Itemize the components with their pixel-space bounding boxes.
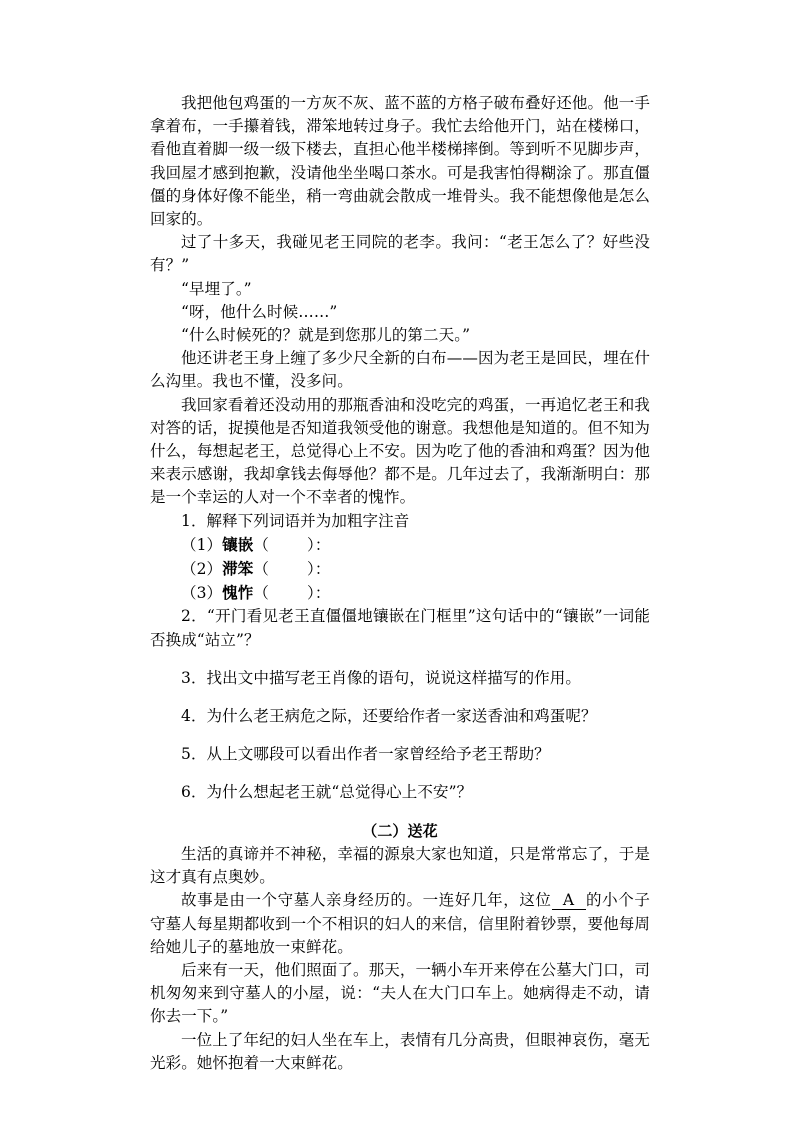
question-6: 6．为什么想起老王就“总觉得心上不安”？: [181, 783, 473, 802]
section-2-paragraph-1: 生活的真谛并不神秘，幸福的源泉大家也知道，只是常常忘了，于是这才真有点奥妙。: [150, 844, 650, 887]
dialogue-line-3: “什么时候死的？就是到您那儿的第二天。”: [181, 326, 471, 345]
section-2-title: （二）送花: [362, 821, 438, 840]
section-2-paragraph-2: 故事是由一个守墓人亲身经历的。一连好几年，这位 A 的小个子守墓人每星期都收到一个不相识的妇人的来信，信里附着钞票，要他每周给她儿子的墓地放一束鲜花。: [150, 891, 650, 956]
question-2: 2．“开门看见老王直僵僵地镶嵌在门框里”这句话中的“镶嵌”一词能否换成“站立”？: [150, 607, 650, 649]
passage1-paragraph-4: 我回家看着还没动用的那瓶香油和没吃完的鸡蛋，一再追忆老王和我对答的话，捉摸他是否知道我领受他的谢意。我想他是知道的。但不知为什么，每想起老王，总觉得心上不安。因为吃了他的香油和鸡蛋？因为他来表示感谢，我却拿钱去侮辱他？都不是。几年过去了，我渐渐明白：那是一个幸运的人对一个不幸者的愧怍。: [150, 395, 650, 507]
passage1-paragraph-2: 过了十多天，我碰见老王同院的老李。我问：“老王怎么了？好些没有？”: [150, 233, 650, 275]
question-3: 3．找出文中描写老王肖像的语句，说说这样描写的作用。: [181, 668, 581, 687]
section-2-paragraph-4: 一位上了年纪的妇人坐在车上，表情有几分高贵，但眼神哀伤，毫无光彩。她怀抱着一大束鲜花。: [150, 1030, 650, 1072]
fill-blank-a[interactable]: A: [552, 892, 586, 910]
dialogue-line-1: “早埋了。”: [181, 279, 252, 298]
question-1-item-3: （3）愧怍（ ）：: [181, 583, 331, 603]
question-1-item-1: （1）镶嵌（ ）：: [181, 534, 331, 554]
question-1-item-2: （2）滞笨（ ）：: [181, 559, 331, 579]
document-page: [150, 92, 650, 1075]
question-5: 5．从上文哪段可以看出作者一家曾经给予老王帮助？: [181, 745, 550, 764]
passage1-paragraph-3: 他还讲老王身上缠了多少尺全新的白布——因为老王是回民，埋在什么沟里。我也不懂，没多问。: [150, 349, 650, 391]
question-1: 1．解释下列词语并为加粗字注音: [181, 511, 410, 530]
passage1-paragraph-1: 我把他包鸡蛋的一方灰不灰、蓝不蓝的方格子破布叠好还他。他一手拿着布，一手攥着钱，滞笨地转过身子。我忙去给他开门，站在楼梯口，看他直着脚一级一级下楼去，直担心他半楼梯摔倒。等到听不见脚步声，我回屋才感到抱歉，没请他坐坐喝口茶水。可是我害怕得糊涂了。那直僵僵的身体好像不能坐，稍一弯曲就会散成一堆骨头。我不能想像他是怎么回家的。: [150, 94, 650, 229]
dialogue-line-2: “呀，他什么时候……”: [181, 302, 338, 321]
section-2-paragraph-3: 后来有一天，他们照面了。那天，一辆小车开来停在公墓大门口，司机匆匆来到守墓人的小屋，说：“夫人在大门口车上。她病得走不动，请你去一下。”: [150, 960, 650, 1026]
question-4: 4．为什么老王病危之际，还要给作者一家送香油和鸡蛋呢？: [181, 707, 597, 726]
